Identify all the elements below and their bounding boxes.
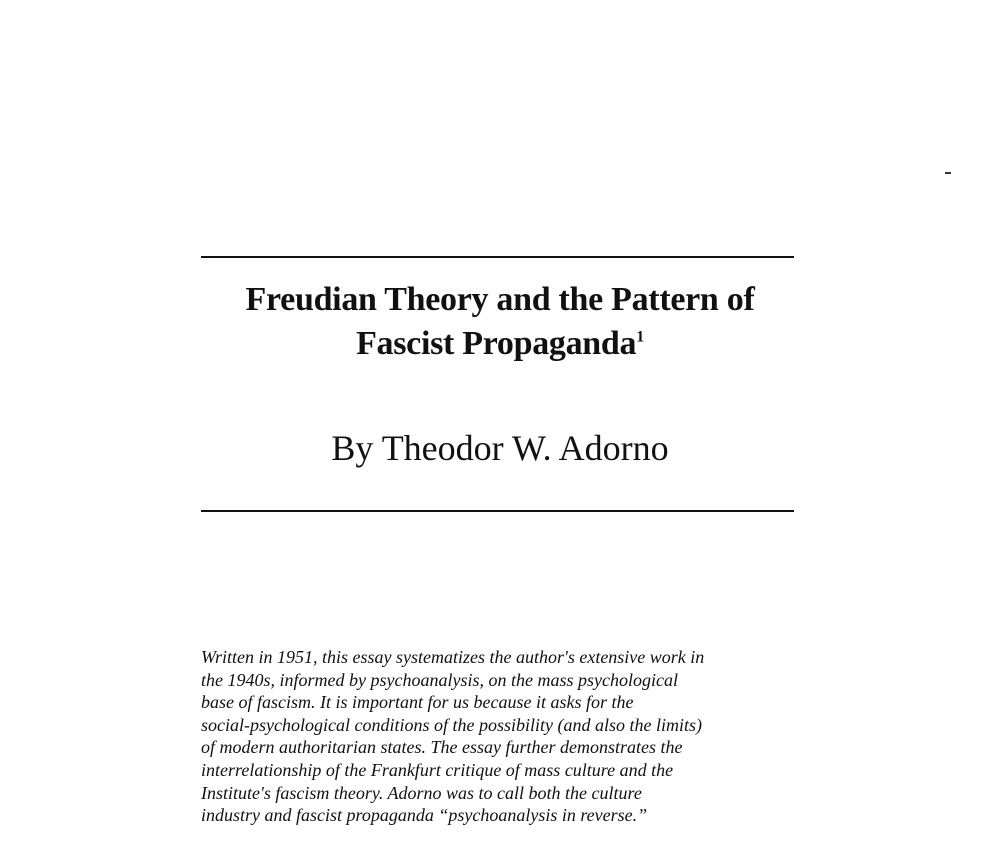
abstract-line: Written in 1951, this essay systematizes the author's extensive work in xyxy=(201,647,705,667)
abstract-line: Institute's fascism theory. Adorno was to call both the culture xyxy=(201,782,642,803)
footnote-marker[interactable]: 1 xyxy=(636,328,644,346)
scan-speck xyxy=(945,172,951,174)
abstract-line: social-psychological conditions of the possibility (and also the limits) xyxy=(201,714,702,735)
abstract-line: base of fascism. It is important for us because it asks for the xyxy=(201,692,634,713)
article-title-line-2 xyxy=(150,322,850,366)
author-byline: By Theodor W. Adorno xyxy=(331,428,669,468)
article-title-line-1: Freudian Theory and the Pattern of xyxy=(245,281,755,318)
abstract xyxy=(201,646,821,827)
abstract-line: of modern authoritarian states. The essay further demonstrates the xyxy=(201,737,683,758)
abstract-line: industry and fascist propaganda “psychoanalysis in reverse.” xyxy=(201,805,648,826)
abstract-line: the 1940s, informed by psychoanalysis, on the mass psychological xyxy=(201,669,678,690)
article-title-line-2-text: Fascist Propaganda xyxy=(356,325,637,362)
bottom-rule xyxy=(201,510,794,512)
top-rule xyxy=(201,256,794,258)
abstract-line: interrelationship of the Frankfurt critique of mass culture and the xyxy=(201,759,674,780)
article-title xyxy=(150,278,850,366)
